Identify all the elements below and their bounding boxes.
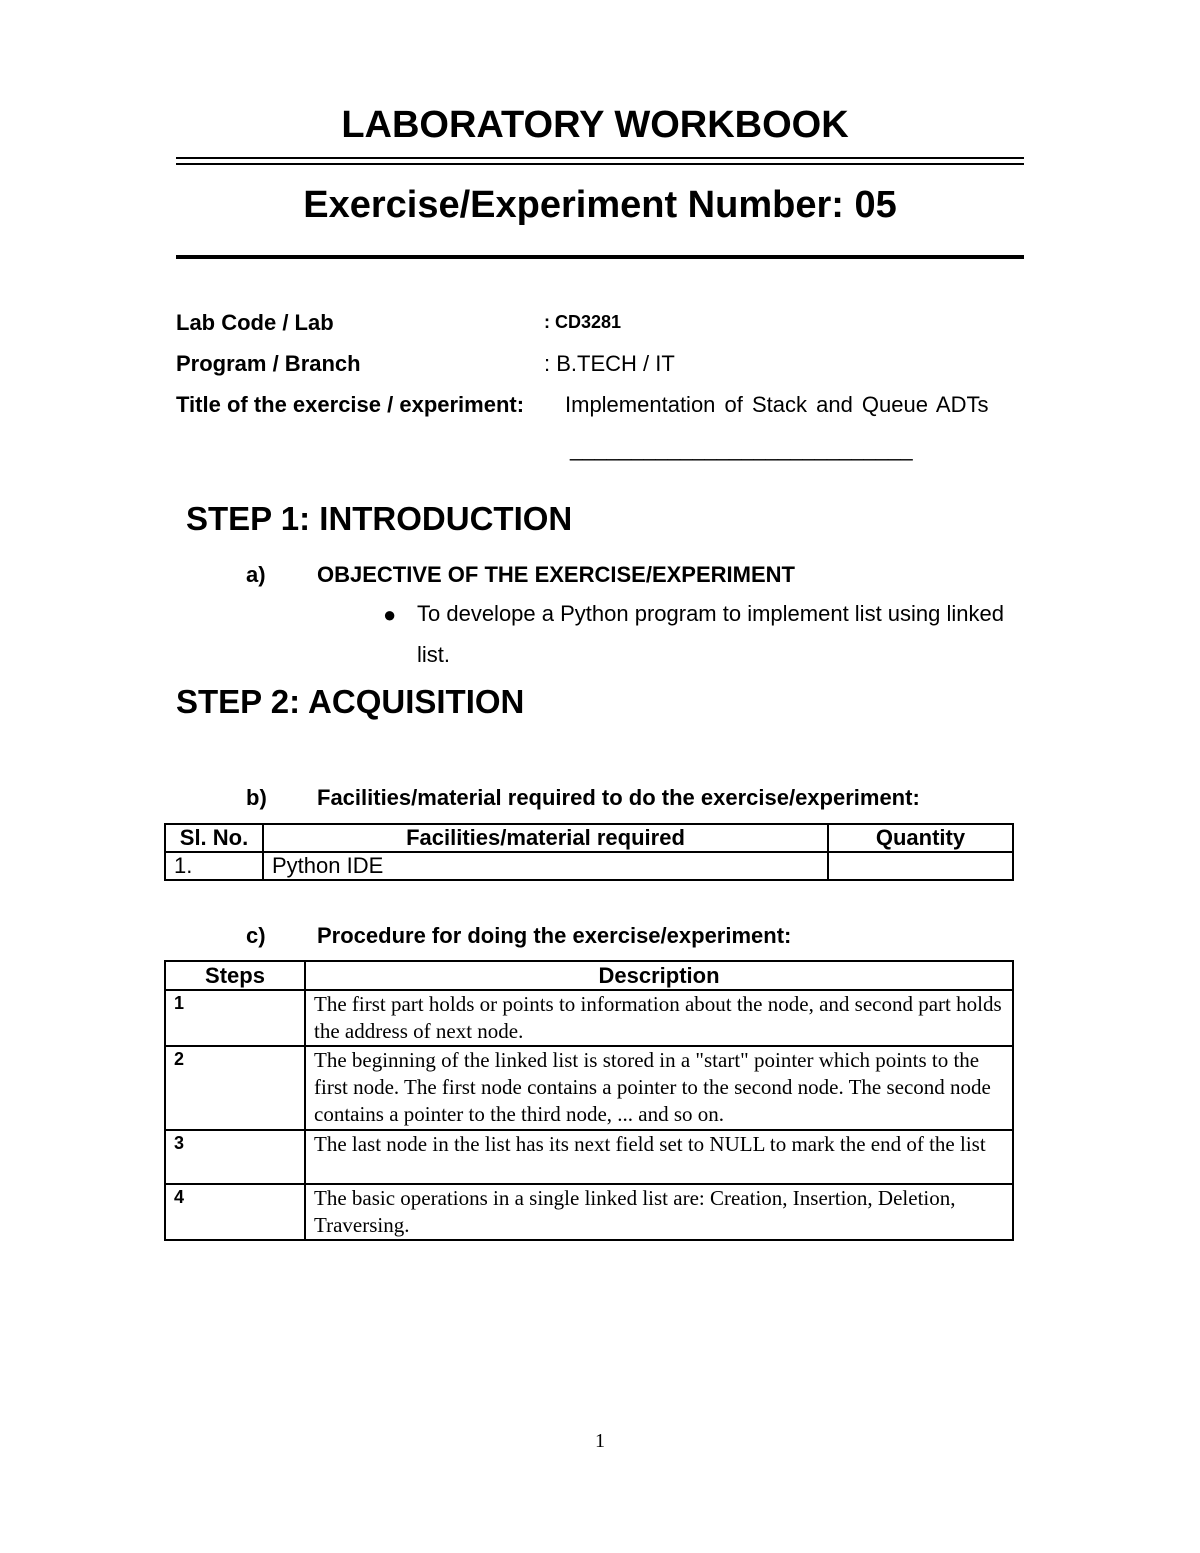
page-number: 1 <box>595 1430 605 1452</box>
table-row <box>165 1184 1013 1240</box>
title-rule-top <box>176 157 1024 159</box>
experiment-title-underline: ____________________________ <box>570 436 913 461</box>
lab-code-value: : CD3281 <box>544 312 622 332</box>
subtitle-rule <box>176 255 1024 259</box>
col-header-description: Description <box>305 961 1013 990</box>
cell-step-number: 4 <box>165 1184 305 1240</box>
col-header-sl-no: Sl. No. <box>165 824 263 852</box>
cell-step-number: 1 <box>165 990 305 1046</box>
facilities-letter: b) <box>246 785 267 810</box>
col-header-facilities: Facilities/material required <box>263 824 828 852</box>
col-header-quantity: Quantity <box>828 824 1013 852</box>
table-row <box>165 852 1013 880</box>
facilities-heading: Facilities/material required to do the exercise/experiment: <box>317 785 920 810</box>
program-value: : B.TECH / IT <box>544 351 675 376</box>
procedure-header-row <box>165 961 1013 990</box>
cell-quantity <box>828 852 1013 880</box>
procedure-table <box>164 960 1014 1241</box>
cell-step-number: 3 <box>165 1130 305 1184</box>
cell-step-number: 2 <box>165 1046 305 1130</box>
cell-step-description: The beginning of the linked list is stored in a "start" pointer which points to the first node. The first node contains a pointer to the second node. The second node contains a pointer to the third node, ... and so on. <box>305 1046 1013 1130</box>
step2-heading: STEP 2: ACQUISITION <box>176 683 525 720</box>
step1-heading: STEP 1: INTRODUCTION <box>186 500 573 537</box>
cell-step-description: The first part holds or points to information about the node, and second part holds the address of next node. <box>305 990 1013 1046</box>
col-header-steps: Steps <box>165 961 305 990</box>
cell-step-description: The basic operations in a single linked list are: Creation, Insertion, Deletion, Traversing. <box>305 1184 1013 1240</box>
cell-facility: Python IDE <box>263 852 828 880</box>
experiment-title-value: Implementation of Stack and Queue ADTs <box>565 392 989 417</box>
program-label: Program / Branch <box>176 351 361 376</box>
experiment-title-label: Title of the exercise / experiment: <box>176 392 525 417</box>
title-rule-bottom <box>176 163 1024 165</box>
procedure-letter: c) <box>246 923 266 948</box>
exercise-number-heading: Exercise/Experiment Number: 05 <box>303 184 897 226</box>
objective-letter: a) <box>246 562 266 587</box>
cell-step-description: The last node in the list has its next field set to NULL to mark the end of the list <box>305 1130 1013 1184</box>
table-row <box>165 1046 1013 1130</box>
bullet-icon: ● <box>383 602 397 627</box>
procedure-heading: Procedure for doing the exercise/experiment: <box>317 923 792 948</box>
facilities-table <box>164 823 1014 881</box>
objective-heading: OBJECTIVE OF THE EXERCISE/EXPERIMENT <box>317 562 795 587</box>
facilities-header-row <box>165 824 1013 852</box>
cell-sl-no: 1. <box>165 852 263 880</box>
document-title: LABORATORY WORKBOOK <box>341 104 849 146</box>
table-row <box>165 1130 1013 1184</box>
lab-code-label: Lab Code / Lab <box>176 310 334 335</box>
objective-bullet: To develope a Python program to implement list using linked list. <box>417 601 1004 667</box>
table-row <box>165 990 1013 1046</box>
